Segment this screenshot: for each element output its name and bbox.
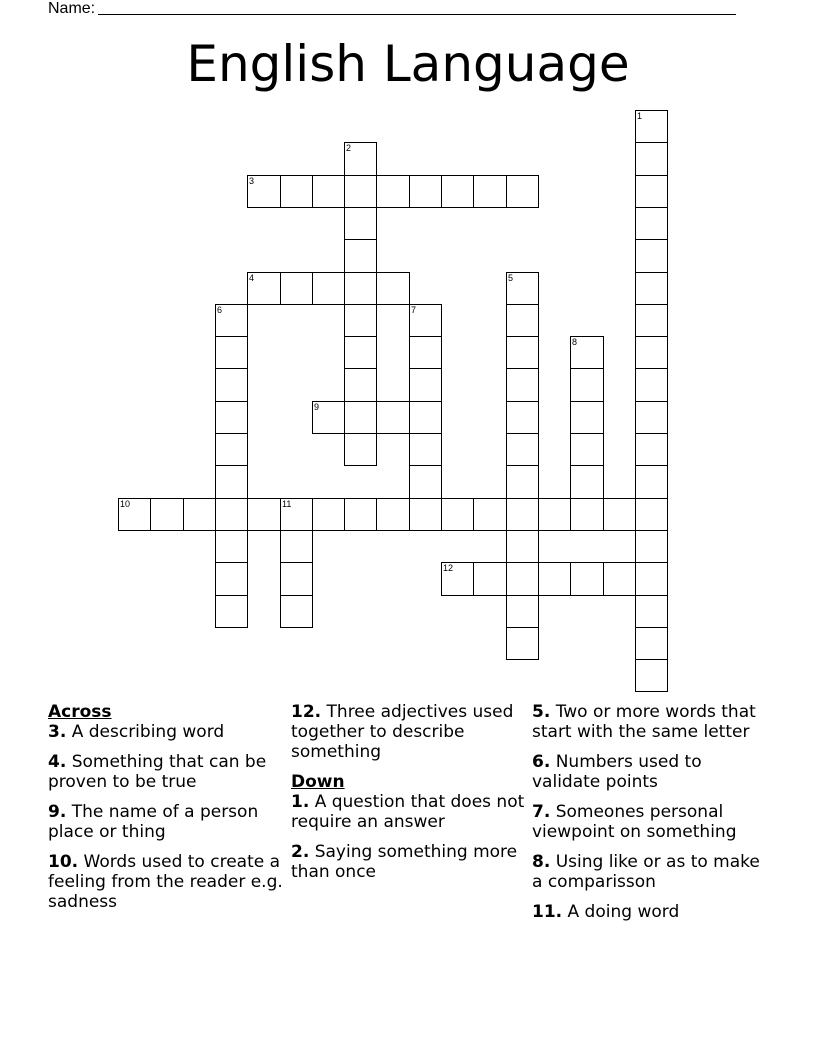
grid-cell[interactable]	[376, 272, 410, 305]
clue-5	[532, 702, 767, 742]
grid-cell[interactable]	[344, 239, 377, 273]
grid-cell[interactable]	[150, 498, 184, 531]
clue-number: 8.	[532, 852, 551, 872]
grid-cell[interactable]	[441, 562, 474, 596]
grid-cell[interactable]	[570, 562, 604, 596]
grid-cell[interactable]	[441, 498, 474, 531]
down-heading: Down	[291, 772, 345, 792]
grid-cell[interactable]	[344, 368, 377, 402]
clue-number: 6.	[532, 752, 551, 772]
clue-text: Saying something more than once	[291, 842, 518, 882]
grid-cell[interactable]	[280, 272, 313, 305]
clue-column-2	[291, 702, 526, 892]
grid-cell[interactable]	[506, 498, 539, 531]
cell-number: 3	[249, 176, 255, 186]
clue-number: 10.	[48, 852, 79, 872]
clue-number: 5.	[532, 702, 551, 722]
clue-number: 1.	[291, 792, 310, 812]
grid-cell[interactable]	[570, 368, 604, 402]
clue-number: 2.	[291, 842, 310, 862]
grid-cell[interactable]	[344, 142, 377, 176]
clue-text: Three adjectives used together to describe something	[291, 702, 514, 762]
grid-cell[interactable]	[635, 207, 668, 240]
grid-cell[interactable]	[280, 595, 313, 628]
grid-cell[interactable]	[635, 562, 668, 596]
clue-12	[291, 702, 526, 762]
across-heading: Across	[48, 702, 112, 722]
grid-cell[interactable]	[635, 272, 668, 305]
grid-cell[interactable]	[215, 562, 248, 596]
clue-text: Two or more words that start with the same letter	[532, 702, 756, 742]
grid-cell[interactable]	[215, 368, 248, 402]
grid-cell[interactable]	[570, 336, 604, 369]
grid-cell[interactable]	[538, 498, 571, 531]
clue-number: 3.	[48, 722, 67, 742]
grid-cell[interactable]	[215, 498, 248, 531]
cell-number: 6	[217, 305, 223, 315]
grid-cell[interactable]	[215, 401, 248, 434]
clue-11	[532, 902, 767, 922]
grid-cell[interactable]	[409, 336, 442, 369]
grid-cell[interactable]	[344, 401, 377, 434]
grid-cell[interactable]	[344, 272, 377, 305]
clue-number: 11.	[532, 902, 563, 922]
clue-6	[532, 752, 767, 792]
clue-text: The name of a person place or thing	[48, 802, 259, 842]
clue-text: Words used to create a feeling from the reader e.g. sadness	[48, 852, 283, 912]
clue-text: Using like or as to make a comparisson	[532, 852, 760, 892]
cell-number: 12	[443, 563, 454, 573]
clue-column-1	[48, 702, 288, 922]
grid-cell[interactable]	[570, 498, 604, 531]
grid-cell[interactable]	[635, 433, 668, 466]
grid-cell[interactable]	[473, 498, 507, 531]
clue-number: 9.	[48, 802, 67, 822]
grid-cell[interactable]	[215, 336, 248, 369]
grid-cell[interactable]	[247, 175, 281, 208]
clue-column-3	[532, 702, 767, 932]
grid-cell[interactable]	[635, 659, 668, 692]
clue-number: 7.	[532, 802, 551, 822]
grid-cell[interactable]	[409, 465, 442, 499]
clue-text: Someones personal viewpoint on something	[532, 802, 737, 842]
grid-cell[interactable]	[506, 595, 539, 628]
grid-cell[interactable]	[376, 401, 410, 434]
grid-cell[interactable]	[473, 562, 507, 596]
grid-cell[interactable]	[280, 498, 313, 531]
grid-cell[interactable]	[344, 433, 377, 466]
cell-number: 11	[282, 499, 292, 509]
grid-cell[interactable]	[344, 175, 377, 208]
grid-cell[interactable]	[635, 304, 668, 337]
clue-7	[532, 802, 767, 842]
grid-cell[interactable]	[312, 401, 345, 434]
grid-cell[interactable]	[409, 433, 442, 466]
grid-cell[interactable]	[344, 207, 377, 240]
clue-text: A describing word	[66, 722, 225, 742]
grid-cell[interactable]	[344, 336, 377, 369]
grid-cell[interactable]	[506, 465, 539, 499]
clue-1	[291, 792, 526, 832]
grid-cell[interactable]	[215, 304, 248, 337]
grid-cell[interactable]	[506, 272, 539, 305]
grid-cell[interactable]	[570, 401, 604, 434]
grid-cell[interactable]	[409, 498, 442, 531]
grid-cell[interactable]	[247, 272, 281, 305]
grid-cell[interactable]	[280, 562, 313, 596]
grid-cell[interactable]	[506, 175, 539, 208]
grid-cell[interactable]	[506, 562, 539, 596]
grid-cell[interactable]	[635, 368, 668, 402]
grid-cell[interactable]	[635, 627, 668, 660]
grid-cell[interactable]	[280, 530, 313, 563]
clue-text: A doing word	[562, 902, 680, 922]
page-title: English Language	[186, 35, 630, 93]
grid-cell[interactable]	[603, 498, 636, 531]
grid-cell[interactable]	[635, 175, 668, 208]
clue-3	[48, 722, 288, 742]
cell-number: 10	[120, 499, 131, 509]
grid-cell[interactable]	[635, 110, 668, 143]
cell-number: 1	[637, 111, 643, 121]
clue-text: A question that does not require an answer	[291, 792, 525, 832]
grid-cell[interactable]	[215, 595, 248, 628]
grid-cell[interactable]	[635, 530, 668, 563]
grid-cell[interactable]	[635, 498, 668, 531]
grid-cell[interactable]	[376, 498, 410, 531]
grid-cell[interactable]	[409, 401, 442, 434]
grid-cell[interactable]	[409, 175, 442, 208]
grid-cell[interactable]	[215, 433, 248, 466]
grid-cell[interactable]	[506, 304, 539, 337]
cell-number: 7	[411, 305, 417, 315]
cell-number: 9	[314, 402, 320, 412]
clue-9	[48, 802, 288, 842]
grid-cell[interactable]	[118, 498, 151, 531]
grid-cell[interactable]	[603, 562, 636, 596]
grid-cell[interactable]	[215, 465, 248, 499]
grid-cell[interactable]	[441, 175, 474, 208]
grid-cell[interactable]	[570, 433, 604, 466]
grid-cell[interactable]	[344, 304, 377, 337]
grid-cell[interactable]	[312, 272, 345, 305]
grid-cell[interactable]	[409, 304, 442, 337]
clue-10	[48, 852, 288, 912]
grid-cell[interactable]	[635, 595, 668, 628]
grid-cell[interactable]	[506, 433, 539, 466]
grid-cell[interactable]	[635, 142, 668, 176]
grid-cell[interactable]	[280, 175, 313, 208]
grid-cell[interactable]	[635, 401, 668, 434]
grid-cell[interactable]	[376, 175, 410, 208]
clue-number: 4.	[48, 752, 67, 772]
clue-text: Something that can be proven to be true	[48, 752, 267, 792]
grid-cell[interactable]	[570, 465, 604, 499]
grid-cell[interactable]	[183, 498, 216, 531]
grid-cell[interactable]	[506, 530, 539, 563]
grid-cell[interactable]	[409, 368, 442, 402]
grid-cell[interactable]	[312, 175, 345, 208]
grid-cell[interactable]	[215, 530, 248, 563]
clue-2	[291, 842, 526, 882]
clue-number: 12.	[291, 702, 322, 722]
cell-number: 8	[572, 337, 578, 347]
grid-cell[interactable]	[344, 498, 377, 531]
grid-cell[interactable]	[506, 627, 539, 660]
grid-cell[interactable]	[635, 239, 668, 273]
grid-cell[interactable]	[506, 336, 539, 369]
grid-cell[interactable]	[473, 175, 507, 208]
grid-cell[interactable]	[506, 368, 539, 402]
clue-8	[532, 852, 767, 892]
grid-cell[interactable]	[312, 498, 345, 531]
grid-cell[interactable]	[635, 336, 668, 369]
grid-cell[interactable]	[635, 465, 668, 499]
clue-4	[48, 752, 288, 792]
cell-number: 2	[346, 143, 352, 153]
cell-number: 5	[508, 273, 514, 283]
grid-cell[interactable]	[538, 562, 571, 596]
grid-cell[interactable]	[247, 498, 281, 531]
grid-cell[interactable]	[506, 401, 539, 434]
clue-text: Numbers used to validate points	[532, 752, 702, 792]
name-label: Name:	[48, 0, 96, 17]
cell-number: 4	[249, 273, 255, 283]
